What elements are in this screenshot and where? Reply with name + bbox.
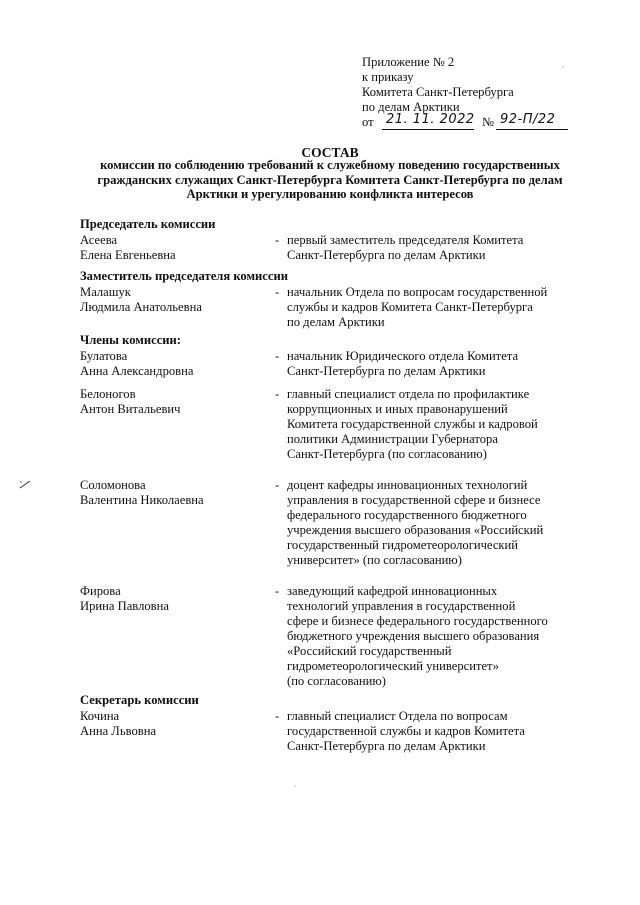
position-line: начальник Юридического отдела Комитета xyxy=(287,349,519,363)
position-line: Санкт-Петербурга (по согласованию) xyxy=(287,447,487,461)
member-surname: Соломонова xyxy=(80,478,146,492)
dash: - xyxy=(275,233,280,247)
position-line: технологий управления в государственной xyxy=(287,599,516,613)
position-line: главный специалист Отдела по вопросам xyxy=(287,709,508,723)
annex-line: к приказу xyxy=(362,70,414,84)
member-entry xyxy=(80,233,600,263)
member-name xyxy=(80,233,275,263)
handwritten-date: 21. 11. 2022 xyxy=(386,112,475,127)
member-given-name: Валентина Николаевна xyxy=(80,493,204,507)
scan-mark xyxy=(18,478,32,492)
annex-line: Комитета Санкт-Петербурга xyxy=(362,85,514,99)
member-name xyxy=(80,285,275,330)
position-line: учреждения высшего образования «Российский xyxy=(287,523,544,537)
member-given-name: Ирина Павловна xyxy=(80,599,169,613)
member-name xyxy=(80,387,275,462)
document-subtitle xyxy=(82,158,578,202)
position-line: университет» (по согласованию) xyxy=(287,553,462,567)
member-given-name: Антон Витальевич xyxy=(80,402,181,416)
position-line: заведующий кафедрой инновационных xyxy=(287,584,498,598)
section-heading-secretary: Секретарь комиссии xyxy=(80,693,199,707)
date-prefix: от xyxy=(362,115,374,129)
dash: - xyxy=(275,285,280,299)
member-entry xyxy=(80,285,600,330)
member-position xyxy=(287,584,577,689)
member-position xyxy=(287,478,577,568)
member-surname: Булатова xyxy=(80,349,128,363)
section-heading-deputy: Заместитель председателя комиссии xyxy=(80,269,288,283)
section-heading-members: Члены комиссии: xyxy=(80,333,182,347)
position-line: Санкт-Петербурга по делам Арктики xyxy=(287,364,486,378)
member-given-name: Анна Александровна xyxy=(80,364,194,378)
member-given-name: Людмила Анатольевна xyxy=(80,300,202,314)
annex-date-line xyxy=(362,112,602,130)
member-given-name: Анна Львовна xyxy=(80,724,157,738)
position-line: управления в государственной сфере и бизнесе xyxy=(287,493,541,507)
number-underline xyxy=(496,129,568,130)
position-line: Санкт-Петербурга по делам Арктики xyxy=(287,739,486,753)
dash: - xyxy=(275,709,280,723)
scan-dot xyxy=(292,783,298,789)
dash: - xyxy=(275,478,280,492)
position-line: Санкт-Петербурга по делам Арктики xyxy=(287,248,486,262)
position-line: службы и кадров Комитета Санкт-Петербурга xyxy=(287,300,533,314)
position-line: по делам Арктики xyxy=(287,315,385,329)
member-position xyxy=(287,285,577,330)
subtitle-line: гражданских служащих Санкт-Петербурга Комитета Санкт-Петербурга по делам xyxy=(97,172,563,187)
position-line: бюджетного учреждения высшего образования xyxy=(287,629,540,643)
dash: - xyxy=(275,584,280,598)
member-position xyxy=(287,233,577,263)
position-line: первый заместитель председателя Комитета xyxy=(287,233,524,247)
document-title: СОСТАВ xyxy=(301,145,359,160)
member-entry xyxy=(80,478,600,568)
member-surname: Фирова xyxy=(80,584,121,598)
number-label: № xyxy=(482,115,495,129)
member-surname: Белоногов xyxy=(80,387,136,401)
position-line: Комитета государственной службы и кадровой xyxy=(287,417,538,431)
annex-line: Приложение № 2 xyxy=(362,55,455,69)
position-line: федерального государственного бюджетного xyxy=(287,508,527,522)
position-line: политики Администрации Губернатора xyxy=(287,432,498,446)
member-entry xyxy=(80,349,600,379)
position-line: гидрометеорологический университет» xyxy=(287,659,499,673)
position-line: государственной службы и кадров Комитета xyxy=(287,724,525,738)
position-line: государственный гидрометеорологический xyxy=(287,538,519,552)
member-position xyxy=(287,387,577,462)
position-line: начальник Отдела по вопросам государственной xyxy=(287,285,548,299)
position-line: главный специалист отдела по профилактике xyxy=(287,387,530,401)
member-entry xyxy=(80,387,600,462)
member-entry xyxy=(80,709,600,754)
scan-dot xyxy=(560,64,566,70)
member-surname: Малашук xyxy=(80,285,131,299)
position-line: «Российский государственный xyxy=(287,644,452,658)
date-underline xyxy=(382,129,474,130)
member-name xyxy=(80,584,275,689)
member-name xyxy=(80,349,275,379)
dash: - xyxy=(275,349,280,363)
member-given-name: Елена Евгеньевна xyxy=(80,248,176,262)
commission-list xyxy=(80,217,600,754)
member-position xyxy=(287,709,577,754)
position-line: доцент кафедры инновационных технологий xyxy=(287,478,528,492)
handwritten-number: 92-П/22 xyxy=(500,112,556,127)
member-surname: Кочина xyxy=(80,709,120,723)
member-position xyxy=(287,349,577,379)
member-surname: Асеева xyxy=(80,233,118,247)
member-name xyxy=(80,709,275,754)
position-line: коррупционных и иных правонарушений xyxy=(287,402,508,416)
annex-header xyxy=(362,55,602,130)
section-heading-chair: Председатель комиссии xyxy=(80,217,216,231)
position-line: (по согласованию) xyxy=(287,674,387,688)
member-entry xyxy=(80,584,600,689)
subtitle-line: Арктики и урегулированию конфликта интересов xyxy=(186,187,474,201)
dash: - xyxy=(275,387,280,401)
member-name xyxy=(80,478,275,568)
subtitle-line: комиссии по соблюдению требований к служебному поведению государственных xyxy=(100,158,560,172)
annex-line: по делам Арктики xyxy=(362,100,460,114)
position-line: сфере и бизнесе федерального государственного xyxy=(287,614,548,628)
